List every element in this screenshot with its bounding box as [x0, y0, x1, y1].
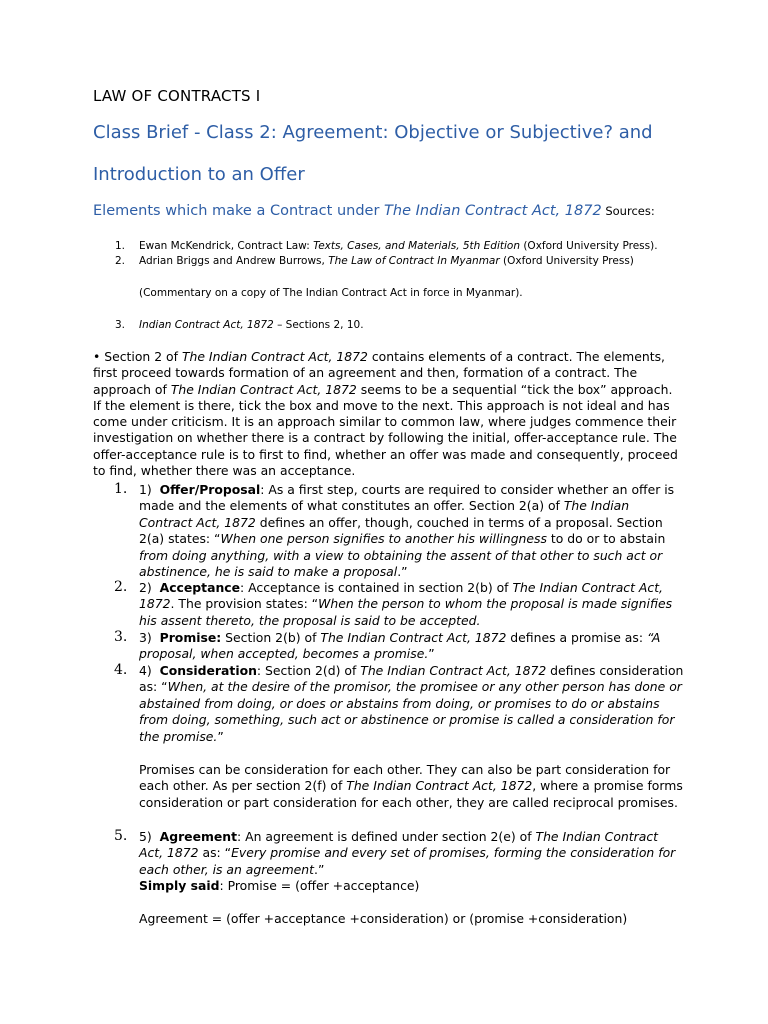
subheading-act: The Indian Contract Act, 1872 [384, 203, 602, 219]
agreement-formula: Agreement = (offer +acceptance +consideration) or (promise +consideration) [139, 911, 628, 926]
element-offer: 1) Offer/Proposal: As a first step, courts are required to consider whether an offer is made and the elements of what constitutes an offer. Section 2(a) of The Indian Contract Act, 1872 defines an offer, though, couched in terms of a proposal. Section 2(a) states: “When one person signifies to another his willingness to do or to abstain from doing anything, with a view to obtaining the assent of that other to such act or abstinence, he is said to make a proposal.” [139, 482, 675, 580]
class-title-line-1: Class Brief - Class 2: Agreement: Objective or Subjective? and [93, 122, 653, 143]
source-item: Indian Contract Act, 1872 – Sections 2, 10. [139, 319, 364, 331]
source-item: Adrian Briggs and Andrew Burrows, The Law of Contract In Myanmar (Oxford University Press) [139, 255, 634, 267]
simply-said: Simply said: Promise = (offer +acceptance) [139, 878, 420, 893]
source-commentary: (Commentary on a copy of The Indian Contract Act in force in Myanmar). [139, 287, 523, 299]
source-item-number: 2. [115, 255, 126, 267]
source-item: Ewan McKendrick, Contract Law: Texts, Cases, and Materials, 5th Edition (Oxford University Press). [139, 240, 658, 252]
list-marker: 4. [114, 662, 128, 678]
element-consideration: 4) Consideration: Section 2(d) of The Indian Contract Act, 1872 defines consideration as: “When, at the desire of the promisor, the promisee or any other person has done or abstained from doing, or does or abstains from doing, or promises to do or abstains from doing, something, such act or abstinence or promise is called a consideration for the promise.” [139, 663, 684, 744]
list-marker: 5. [114, 828, 128, 844]
subheading-prefix: Elements which make a Contract under [93, 203, 385, 219]
consideration-paragraph: Promises can be consideration for each other. They can also be part consideration for each other. As per section 2(f) of The Indian Contract Act, 1872, where a promise forms consideration or part consideration for each other, they are called reciprocal promises. [139, 762, 683, 810]
bullet: • [93, 349, 101, 364]
sources-label: Sources: [601, 204, 655, 218]
source-item-number: 3. [115, 319, 126, 331]
intro-paragraph: • Section 2 of The Indian Contract Act, 1872 contains elements of a contract. The elements, first proceed towards formation of an agreement and then, formation of a contract. The approach of The Indian Contract Act, 1872 seems to be a sequential “tick the box” approach. If the element is there, tick the box and move to the next. This approach is not ideal and has come under criticism. It is an approach similar to common law, where judges commence their investigation on whether there is a contract by following the initial, offer-acceptance rule. The offer-acceptance rule is to first to find, whether an offer was made and consequently, proceed to find, whether there was an acceptance. [93, 349, 678, 479]
list-marker: 1. [114, 481, 128, 497]
list-marker: 2. [114, 579, 128, 595]
course-title: LAW OF CONTRACTS I [93, 87, 261, 105]
element-agreement: 5) Agreement: An agreement is defined under section 2(e) of The Indian Contract Act, 1872 as: “Every promise and every set of promises, forming the consideration for each other, is an agreement.” [139, 829, 676, 877]
source-item-number: 1. [115, 240, 126, 252]
element-acceptance: 2) Acceptance: Acceptance is contained in section 2(b) of The Indian Contract Act, 1872. The provision states: “When the person to whom the proposal is made signifies his assent thereto, the proposal is said to be accepted. [139, 580, 673, 628]
subheading [93, 203, 655, 219]
list-marker: 3. [114, 629, 128, 645]
class-title-line-2: Introduction to an Offer [93, 164, 305, 185]
element-promise: 3) Promise: Section 2(b) of The Indian Contract Act, 1872 defines a promise as: “A proposal, when accepted, becomes a promise.” [139, 630, 661, 662]
